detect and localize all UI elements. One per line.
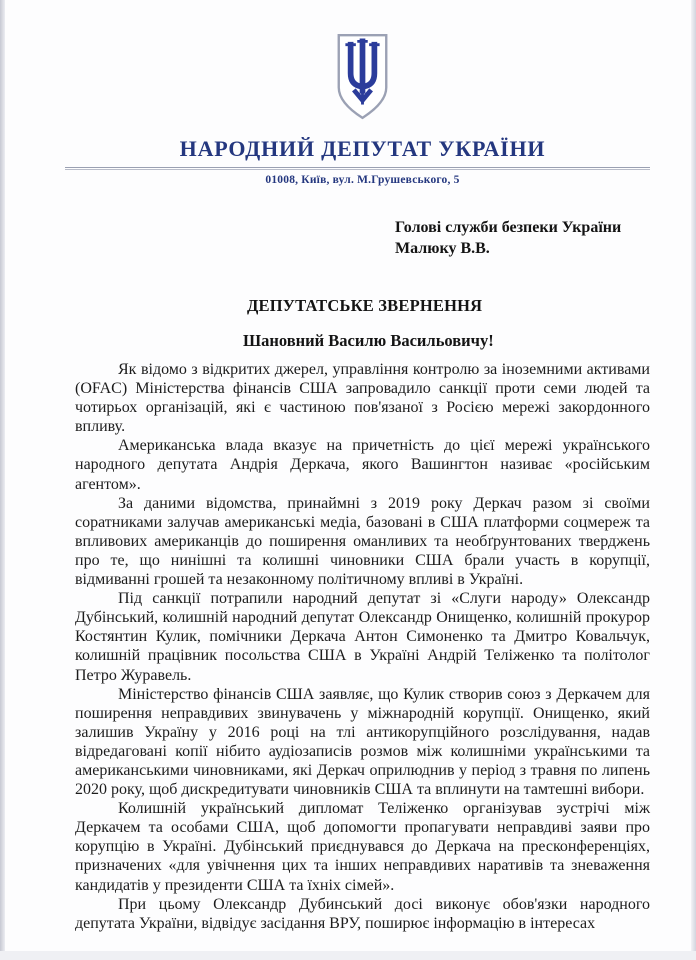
letter-body bbox=[75, 360, 650, 933]
salutation: Шановний Василю Васильовичу! bbox=[243, 331, 494, 350]
recipient-block bbox=[395, 217, 650, 259]
letterhead-divider bbox=[65, 167, 650, 170]
photo-edge-left bbox=[0, 0, 5, 960]
body-paragraph: Як відомо з відкритих джерел, управління контролю за іноземними активами (OFAC) Міністерства фінансів США запровадило санкції проти семи людей та чотирьох організацій, які є частиною пов'язаної з Росією мережі закордонного впливу. bbox=[75, 361, 650, 436]
ukraine-trident-shield-icon bbox=[334, 33, 391, 126]
body-paragraph: Міністерство фінансів США заявляє, що Кулик створив союз з Деркачем для поширення неправдивих звинувачень у міжнародній корупції. Онищенко, який залишив Україну у 2016 році на тлі антикорупційного розслідування, надав відредаговані копії нібито аудіозаписів розмов між колишніми українськими та американськими чиновниками, які Деркач оприлюднив у період з травня по липень 2020 року, щоб дискредитувати чиновників США та вплинути на тамтешні вибори. bbox=[75, 685, 650, 799]
body-paragraph: Під санкції потрапили народний депутат зі «Слуги народу» Олександр Дубінський, колишній народний депутат Олександр Онищенко, колишній прокурор Костянтин Кулик, помічники Деркача Антон Симоненко та Дмитро Ковальчук, колишній працівник посольства США в Україні Андрій Теліженко та політолог Петро Журавель. bbox=[75, 590, 650, 684]
letterhead bbox=[75, 0, 650, 186]
body-paragraph: Американська влада вказує на причетність до цієї мережі українського народного депутата Андрія Деркача, якого Вашингтон називає «російським агентом». bbox=[75, 437, 650, 493]
body-paragraph: При цьому Олександр Дубинський досі виконує обов'язки народного депутата України, відвідує засідання ВРУ, поширює інформацію в інтересах bbox=[75, 895, 650, 932]
letterhead-address: 01008, Київ, вул. М.Грушевського, 5 bbox=[265, 174, 460, 186]
recipient-line: Малюку В.В. bbox=[395, 240, 490, 257]
subject-title: ДЕПУТАТСЬКЕ ЗВЕРНЕННЯ bbox=[247, 296, 483, 315]
body-paragraph: За даними відомства, принаймні з 2019 року Деркач разом зі своїми соратниками залучав американські медіа, базовані в США платформи соцмереж та впливових американців до поширення оманливих та необґрунтованих тверджень про те, що нинішні та колишні чиновники США брали участь в корупції, відмиванні грошей та незаконному політичному впливі в Україні. bbox=[75, 494, 650, 589]
emblem-wrap bbox=[75, 0, 650, 126]
photo-edge-right bbox=[691, 0, 696, 960]
recipient-line: Голові служби безпеки України bbox=[395, 219, 622, 236]
photo-edge-bottom bbox=[0, 951, 696, 960]
body-paragraph: Колишній український дипломат Теліженко організував зустрічі між Деркачем та особами США, щоб допомогти пропагувати неправдиві заяви про корупцію в Україні. Дубінський приєднувався до Деркача на пресконференціях, призначених «для увічнення цих та інших неправдивих наративів та зневаження кандидатів у президенти США та їхніх сімей». bbox=[75, 800, 650, 894]
page-title: НАРОДНИЙ ДЕПУТАТ УКРАЇНИ bbox=[179, 136, 546, 161]
